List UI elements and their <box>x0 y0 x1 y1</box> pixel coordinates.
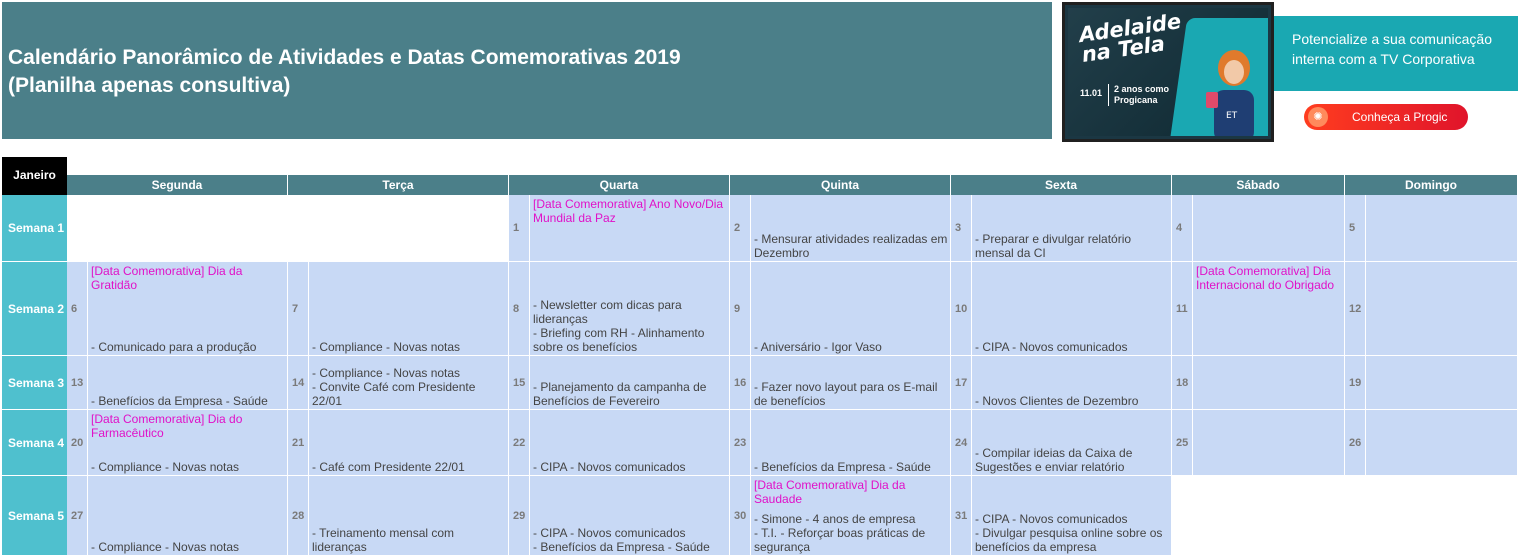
week-label: Semana 5 <box>2 476 67 556</box>
task-item: - Treinamento mensal com lideranças <box>312 526 455 554</box>
day-number: 17 <box>951 356 972 410</box>
day-number: 5 <box>1345 195 1366 262</box>
day-number: 23 <box>730 410 751 476</box>
header-bar <box>2 2 1518 139</box>
task-item: - Novos Clientes de Dezembro <box>975 394 1139 408</box>
task-list <box>91 460 285 474</box>
task-list <box>754 512 948 554</box>
task-list <box>312 340 506 354</box>
task-list <box>975 232 1169 260</box>
day-number: 21 <box>288 410 309 476</box>
day-cell[interactable] <box>1193 262 1345 356</box>
day-number: 22 <box>509 410 530 476</box>
promo-banner[interactable] <box>1052 2 1518 139</box>
day-cell[interactable] <box>530 262 730 356</box>
day-cell[interactable] <box>309 476 509 556</box>
task-list <box>975 446 1169 474</box>
task-item: - Mensurar atividades realizadas em Dezembro <box>754 232 948 260</box>
day-number: 30 <box>730 476 751 556</box>
day-number: 28 <box>288 476 309 556</box>
task-list <box>975 394 1169 408</box>
day-number: 12 <box>1345 262 1366 356</box>
day-cell[interactable] <box>309 410 509 476</box>
task-list <box>533 298 727 354</box>
day-cell[interactable] <box>972 410 1172 476</box>
day-cell[interactable] <box>530 476 730 556</box>
task-item: - Fazer novo layout para os E-mail de benefícios <box>754 380 938 408</box>
tv-title: Adelaide na Tela <box>1077 9 1183 67</box>
banner-tagline: Potencialize a sua comunicação interna com a TV Corporativa <box>1292 31 1493 67</box>
task-item: - CIPA - Novos comunicados <box>533 460 686 474</box>
person-illustration-icon <box>1204 46 1260 136</box>
day-cell[interactable] <box>1366 410 1518 476</box>
day-header-quinta: Quinta <box>730 175 951 195</box>
task-item: - T.I. - Reforçar boas práticas de segurança <box>754 526 926 554</box>
task-item: - Preparar e divulgar relatório mensal da CI <box>975 232 1132 260</box>
event-list <box>1196 264 1342 292</box>
tv-image <box>1062 2 1274 142</box>
task-item: - Aniversário - Igor Vaso <box>754 340 882 354</box>
task-item: - Newsletter com dicas para lideranças <box>533 298 682 326</box>
day-cell[interactable] <box>1193 356 1345 410</box>
task-item: - Benefícios da Empresa - Saúde <box>533 540 710 554</box>
day-number: 25 <box>1172 410 1193 476</box>
task-item: - Compliance - Novas notas <box>312 366 461 380</box>
event-list <box>754 478 948 506</box>
page-title: Calendário Panorâmico de Atividades e Datas Comemorativas 2019 (Planilha apenas consultiva) <box>8 46 681 97</box>
day-number: 11 <box>1172 262 1193 356</box>
tv-caption: 2 anos como Progicana <box>1114 84 1170 105</box>
task-list <box>754 232 948 260</box>
day-cell[interactable] <box>751 195 951 262</box>
commemorative-date: [Data Comemorativa] Ano Novo/Dia Mundial da Paz <box>533 197 724 225</box>
task-item: - Briefing com RH - Alinhamento sobre os benefícios <box>533 326 705 354</box>
fingerprint-icon: ✺ <box>1308 107 1328 127</box>
task-list <box>312 366 506 408</box>
day-number: 2 <box>730 195 751 262</box>
week-label: Semana 3 <box>2 356 67 410</box>
task-item: - Convite Café com Presidente 22/01 <box>312 380 476 408</box>
task-list <box>754 380 948 408</box>
event-list <box>91 412 285 440</box>
task-list <box>533 526 727 554</box>
commemorative-date: [Data Comemorativa] Dia da Gratidão <box>91 264 243 292</box>
day-number: 8 <box>509 262 530 356</box>
task-item: - Comunicado para a produção <box>91 340 257 354</box>
task-list <box>312 460 506 474</box>
task-item: - Simone - 4 anos de empresa <box>754 512 916 526</box>
week-label: Semana 2 <box>2 262 67 356</box>
week-label: Semana 4 <box>2 410 67 476</box>
day-cell[interactable] <box>751 262 951 356</box>
day-cell[interactable] <box>751 410 951 476</box>
cta-label: Conheça a Progic <box>1352 110 1448 124</box>
day-number: 29 <box>509 476 530 556</box>
day-number: 26 <box>1345 410 1366 476</box>
day-cell[interactable] <box>530 195 730 262</box>
task-item: - CIPA - Novos comunicados <box>975 512 1128 526</box>
tv-separator <box>1108 84 1109 106</box>
day-number: 1 <box>509 195 530 262</box>
day-header-sabado: Sábado <box>1172 175 1345 195</box>
commemorative-date: [Data Comemorativa] Dia da Saudade <box>754 478 906 506</box>
task-list <box>975 512 1169 554</box>
day-header-terca: Terça <box>288 175 509 195</box>
event-list <box>91 264 285 292</box>
day-number: 4 <box>1172 195 1193 262</box>
day-cell[interactable] <box>1366 356 1518 410</box>
day-header-sexta: Sexta <box>951 175 1172 195</box>
task-item: - Compilar ideias da Caixa de Sugestões e enviar relatório <box>975 446 1133 474</box>
day-cell[interactable] <box>88 262 288 356</box>
day-number: 24 <box>951 410 972 476</box>
day-number: 27 <box>67 476 88 556</box>
day-cell[interactable] <box>88 356 288 410</box>
week-label: Semana 1 <box>2 195 67 262</box>
task-item: - Planejamento da campanha de Benefícios de Fevereiro <box>533 380 707 408</box>
tv-date: 11.01 <box>1080 88 1103 98</box>
task-item: - Compliance - Novas notas <box>91 540 240 554</box>
svg-text:ET: ET <box>1226 111 1238 121</box>
day-number: 3 <box>951 195 972 262</box>
day-cell[interactable] <box>530 356 730 410</box>
task-list <box>91 340 285 354</box>
task-item: - CIPA - Novos comunicados <box>533 526 686 540</box>
tv-screen <box>1068 8 1268 136</box>
day-number: 31 <box>951 476 972 556</box>
task-item: - Benefícios da Empresa - Saúde <box>754 460 931 474</box>
day-cell[interactable] <box>972 262 1172 356</box>
day-cell[interactable] <box>309 262 509 356</box>
day-number: 20 <box>67 410 88 476</box>
day-number: 14 <box>288 356 309 410</box>
day-cell[interactable] <box>1366 195 1518 262</box>
day-cell[interactable] <box>309 356 509 410</box>
day-cell[interactable] <box>1193 195 1345 262</box>
task-list <box>91 394 285 408</box>
day-number: 7 <box>288 262 309 356</box>
month-label: Janeiro <box>2 157 67 195</box>
task-item: - Divulgar pesquisa online sobre os benefícios da empresa <box>975 526 1163 554</box>
day-header-domingo: Domingo <box>1345 175 1518 195</box>
day-cell[interactable] <box>972 356 1172 410</box>
task-list <box>754 340 948 354</box>
day-cell[interactable] <box>751 476 951 556</box>
day-number: 6 <box>67 262 88 356</box>
day-number: 19 <box>1345 356 1366 410</box>
day-number: 10 <box>951 262 972 356</box>
day-cell[interactable] <box>972 476 1172 556</box>
task-list <box>533 460 727 474</box>
task-item: - Benefícios da Empresa - Saúde <box>91 394 268 408</box>
day-cell[interactable] <box>88 410 288 476</box>
day-number: 9 <box>730 262 751 356</box>
day-header-segunda: Segunda <box>67 175 288 195</box>
day-header-quarta: Quarta <box>509 175 730 195</box>
task-list <box>533 380 727 408</box>
task-list <box>91 540 285 554</box>
commemorative-date: [Data Comemorativa] Dia do Farmacêutico <box>91 412 243 440</box>
task-list <box>975 340 1169 354</box>
day-cell[interactable] <box>88 476 288 556</box>
day-number: 15 <box>509 356 530 410</box>
task-list <box>312 526 506 554</box>
day-cell[interactable] <box>530 410 730 476</box>
task-item: - Café com Presidente 22/01 <box>312 460 465 474</box>
task-item: - CIPA - Novos comunicados <box>975 340 1128 354</box>
day-number: 18 <box>1172 356 1193 410</box>
day-cell[interactable] <box>1366 262 1518 356</box>
event-list <box>533 197 727 225</box>
day-cell[interactable] <box>1193 410 1345 476</box>
day-cell[interactable] <box>972 195 1172 262</box>
commemorative-date: [Data Comemorativa] Dia Internacional do Obrigado <box>1196 264 1335 292</box>
task-item: - Compliance - Novas notas <box>91 460 240 474</box>
day-cell[interactable] <box>751 356 951 410</box>
task-list <box>754 460 948 474</box>
day-number: 13 <box>67 356 88 410</box>
cta-button[interactable] <box>1304 104 1468 130</box>
day-number: 16 <box>730 356 751 410</box>
task-item: - Compliance - Novas notas <box>312 340 461 354</box>
